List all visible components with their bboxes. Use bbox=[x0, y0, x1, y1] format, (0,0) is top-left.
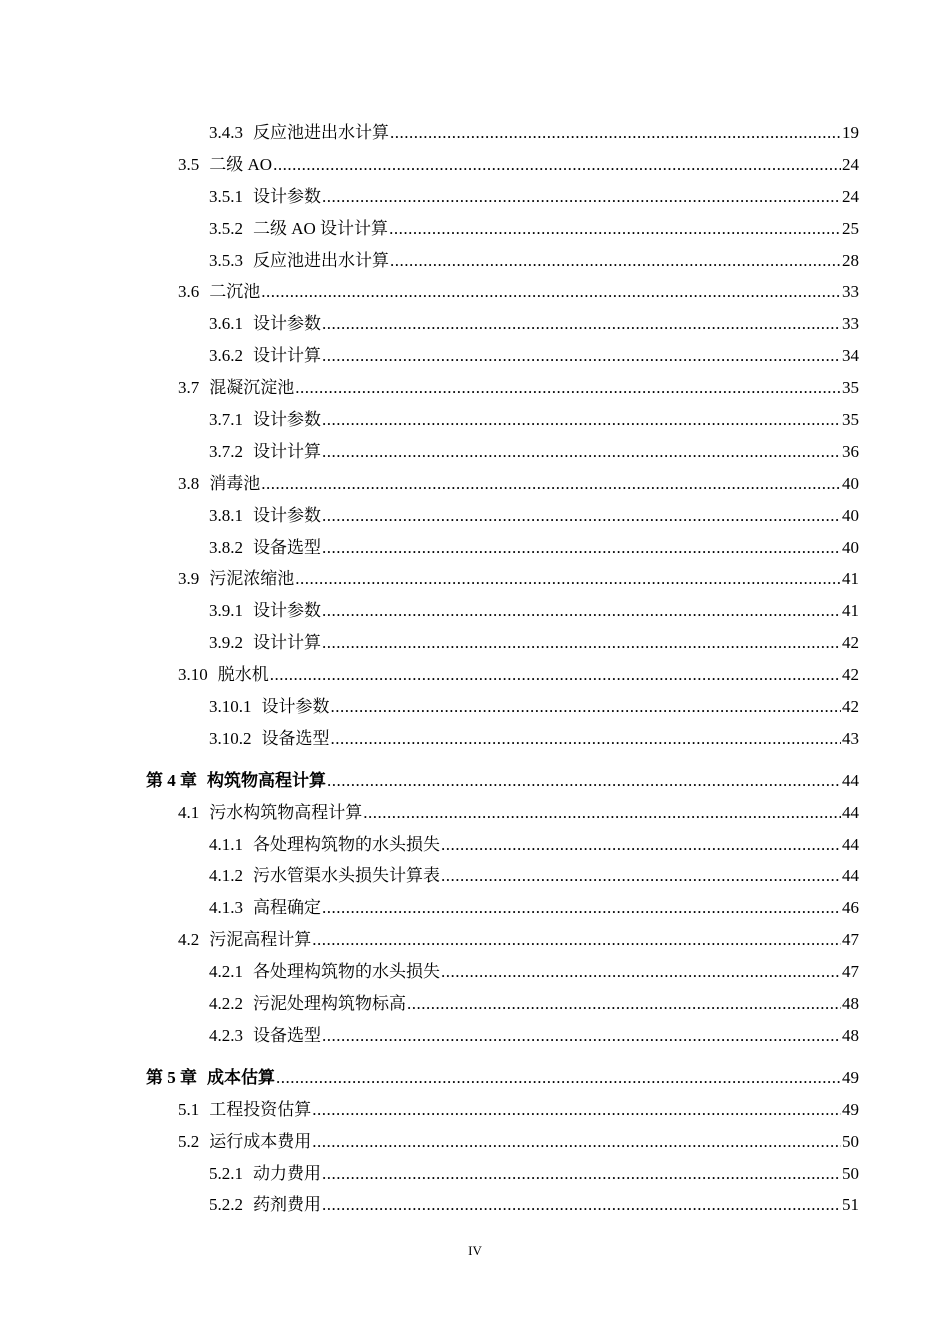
toc-entry-page: 35 bbox=[842, 378, 859, 398]
toc-entry-title: 脱水机 bbox=[217, 665, 269, 685]
toc-entry-page: 28 bbox=[842, 250, 859, 270]
toc-entry-number: 3.6.1 bbox=[209, 314, 243, 334]
toc-dot-leader bbox=[322, 1189, 841, 1221]
toc-entry[interactable] bbox=[0, 372, 950, 404]
toc-entry-title: 设计参数 bbox=[253, 186, 321, 206]
toc-entry[interactable] bbox=[0, 500, 950, 532]
toc-dot-leader bbox=[331, 723, 842, 755]
toc-dot-leader bbox=[312, 1094, 841, 1126]
toc-dot-leader bbox=[322, 404, 841, 436]
toc-entry-number: 3.10.1 bbox=[209, 697, 252, 717]
toc-dot-leader bbox=[322, 500, 841, 532]
toc-entry-number: 4.2 bbox=[178, 930, 200, 950]
toc-entry[interactable] bbox=[0, 924, 950, 956]
toc-entry-page: 50 bbox=[842, 1131, 859, 1151]
toc-entry-number: 3.10.2 bbox=[209, 728, 252, 748]
table-of-contents bbox=[0, 117, 950, 1221]
toc-entry[interactable] bbox=[0, 563, 950, 595]
toc-entry-page: 42 bbox=[842, 633, 859, 653]
toc-dot-leader bbox=[322, 1158, 841, 1190]
toc-entry-title: 污泥处理构筑物标高 bbox=[253, 994, 406, 1014]
toc-dot-leader bbox=[322, 1020, 841, 1052]
toc-entry[interactable] bbox=[0, 340, 950, 372]
toc-entry[interactable] bbox=[0, 117, 950, 149]
toc-entry-title: 动力费用 bbox=[253, 1163, 321, 1183]
toc-entry-number: 4.1.1 bbox=[209, 834, 243, 854]
toc-entry-page: 36 bbox=[842, 441, 859, 461]
toc-entry-page: 44 bbox=[842, 834, 859, 854]
toc-entry[interactable] bbox=[0, 213, 950, 245]
toc-entry-number: 3.5.3 bbox=[209, 250, 243, 270]
toc-entry-number: 3.7 bbox=[178, 378, 200, 398]
toc-entry-page: 24 bbox=[842, 186, 859, 206]
toc-dot-leader bbox=[441, 956, 841, 988]
toc-entry-number: 3.10 bbox=[178, 665, 208, 685]
toc-dot-leader bbox=[322, 340, 841, 372]
toc-entry-title: 各处理构筑物的水头损失 bbox=[253, 962, 440, 982]
toc-dot-leader bbox=[390, 245, 841, 277]
toc-dot-leader bbox=[276, 1062, 841, 1094]
toc-entry-title: 药剂费用 bbox=[253, 1195, 321, 1215]
toc-entry[interactable] bbox=[0, 276, 950, 308]
toc-entry-title: 污泥高程计算 bbox=[209, 930, 312, 950]
page-number-footer: IV bbox=[468, 1243, 482, 1258]
toc-dot-leader bbox=[327, 765, 841, 797]
toc-entry[interactable] bbox=[0, 181, 950, 213]
toc-entry-title: 设计计算 bbox=[253, 346, 321, 366]
toc-entry-page: 40 bbox=[842, 537, 859, 557]
toc-entry-title: 工程投资估算 bbox=[209, 1099, 312, 1119]
toc-dot-leader bbox=[273, 149, 841, 181]
toc-entry-page: 34 bbox=[842, 346, 859, 366]
toc-entry-page: 40 bbox=[842, 473, 859, 493]
toc-entry[interactable] bbox=[0, 829, 950, 861]
toc-entry-page: 49 bbox=[842, 1067, 859, 1087]
toc-dot-leader bbox=[331, 691, 842, 723]
toc-entry-page: 47 bbox=[842, 930, 859, 950]
toc-entry[interactable] bbox=[0, 691, 950, 723]
toc-entry-number: 5.2 bbox=[178, 1131, 200, 1151]
toc-dot-leader bbox=[322, 181, 841, 213]
toc-entry-page: 44 bbox=[842, 866, 859, 886]
toc-entry-number: 3.8 bbox=[178, 473, 200, 493]
toc-entry-number: 3.8.1 bbox=[209, 505, 243, 525]
toc-entry-title: 污水构筑物高程计算 bbox=[209, 802, 363, 822]
toc-entry-page: 24 bbox=[842, 154, 859, 174]
toc-dot-leader bbox=[312, 1126, 841, 1158]
toc-entry-title: 构筑物高程计算 bbox=[207, 770, 326, 790]
toc-entry-title: 设计计算 bbox=[253, 441, 321, 461]
toc-entry-title: 设备选型 bbox=[253, 537, 321, 557]
toc-dot-leader bbox=[322, 627, 841, 659]
toc-entry[interactable] bbox=[0, 988, 950, 1020]
toc-dot-leader bbox=[390, 117, 841, 149]
toc-chapter-entry[interactable] bbox=[0, 765, 950, 797]
toc-entry-title: 混凝沉淀池 bbox=[209, 378, 295, 398]
toc-entry-number: 3.9 bbox=[178, 569, 200, 589]
toc-dot-leader bbox=[441, 860, 841, 892]
toc-entry-number: 4.1.2 bbox=[209, 866, 243, 886]
toc-entry-title: 设计参数 bbox=[253, 505, 321, 525]
toc-entry[interactable] bbox=[0, 532, 950, 564]
toc-entry-number: 5.2.2 bbox=[209, 1195, 243, 1215]
toc-entry-title: 设计参数 bbox=[253, 314, 321, 334]
toc-entry-title: 各处理构筑物的水头损失 bbox=[253, 834, 440, 854]
toc-entry-page: 49 bbox=[842, 1099, 859, 1119]
toc-entry-number: 第 5 章 bbox=[146, 1067, 197, 1087]
toc-entry-page: 48 bbox=[842, 1025, 859, 1045]
toc-entry-title: 反应池进出水计算 bbox=[253, 250, 389, 270]
toc-dot-leader bbox=[295, 563, 841, 595]
toc-entry[interactable] bbox=[0, 892, 950, 924]
toc-entry[interactable] bbox=[0, 860, 950, 892]
toc-entry-number: 4.2.2 bbox=[209, 994, 243, 1014]
toc-entry-number: 3.7.2 bbox=[209, 441, 243, 461]
toc-dot-leader bbox=[363, 797, 841, 829]
toc-entry-page: 44 bbox=[842, 770, 859, 790]
toc-dot-leader bbox=[270, 659, 841, 691]
toc-entry[interactable] bbox=[0, 1158, 950, 1190]
toc-entry-page: 33 bbox=[842, 314, 859, 334]
toc-entry-number: 3.7.1 bbox=[209, 410, 243, 430]
toc-entry-page: 42 bbox=[842, 665, 859, 685]
toc-entry-page: 47 bbox=[842, 962, 859, 982]
toc-entry-title: 污泥浓缩池 bbox=[209, 569, 295, 589]
toc-entry[interactable] bbox=[0, 436, 950, 468]
toc-dot-leader bbox=[322, 308, 841, 340]
toc-entry-number: 4.2.3 bbox=[209, 1025, 243, 1045]
toc-entry-title: 消毒池 bbox=[209, 473, 261, 493]
toc-entry-page: 48 bbox=[842, 994, 859, 1014]
toc-entry-number: 3.8.2 bbox=[209, 537, 243, 557]
toc-entry[interactable] bbox=[0, 1094, 950, 1126]
toc-entry[interactable] bbox=[0, 659, 950, 691]
toc-entry[interactable] bbox=[0, 245, 950, 277]
toc-entry-title: 污水管渠水头损失计算表 bbox=[253, 866, 440, 886]
toc-entry-page: 25 bbox=[842, 218, 859, 238]
toc-entry-number: 4.1 bbox=[178, 802, 200, 822]
toc-entry[interactable] bbox=[0, 468, 950, 500]
toc-entry[interactable] bbox=[0, 797, 950, 829]
toc-dot-leader bbox=[295, 372, 841, 404]
toc-entry-number: 5.1 bbox=[178, 1099, 200, 1119]
toc-entry[interactable] bbox=[0, 404, 950, 436]
toc-entry-title: 设计计算 bbox=[253, 633, 321, 653]
toc-entry-page: 51 bbox=[842, 1195, 859, 1215]
toc-entry[interactable] bbox=[0, 956, 950, 988]
toc-entry-number: 4.1.3 bbox=[209, 898, 243, 918]
toc-entry[interactable] bbox=[0, 595, 950, 627]
toc-entry[interactable] bbox=[0, 1020, 950, 1052]
toc-entry-title: 二沉池 bbox=[209, 282, 261, 302]
toc-entry-title: 成本估算 bbox=[207, 1067, 275, 1087]
toc-entry[interactable] bbox=[0, 627, 950, 659]
toc-entry-title: 设计参数 bbox=[253, 601, 321, 621]
toc-chapter-entry[interactable] bbox=[0, 1062, 950, 1094]
toc-entry-page: 44 bbox=[842, 802, 859, 822]
toc-entry-title: 二级 AO bbox=[209, 154, 273, 174]
toc-entry-number: 3.6.2 bbox=[209, 346, 243, 366]
toc-dot-leader bbox=[407, 988, 841, 1020]
toc-dot-leader bbox=[322, 892, 841, 924]
toc-dot-leader bbox=[322, 532, 841, 564]
toc-dot-leader bbox=[261, 468, 841, 500]
toc-entry-number: 3.5.2 bbox=[209, 218, 243, 238]
toc-entry-number: 5.2.1 bbox=[209, 1163, 243, 1183]
toc-entry-page: 42 bbox=[842, 697, 859, 717]
toc-dot-leader bbox=[389, 213, 841, 245]
toc-entry-number: 4.2.1 bbox=[209, 962, 243, 982]
toc-entry-page: 46 bbox=[842, 898, 859, 918]
toc-entry-title: 二级 AO 设计计算 bbox=[253, 218, 389, 238]
toc-entry-page: 41 bbox=[842, 601, 859, 621]
toc-entry-number: 3.9.2 bbox=[209, 633, 243, 653]
toc-dot-leader bbox=[441, 829, 841, 861]
toc-entry-number: 第 4 章 bbox=[146, 770, 197, 790]
toc-entry-page: 43 bbox=[842, 728, 859, 748]
toc-entry-page: 40 bbox=[842, 505, 859, 525]
toc-entry[interactable] bbox=[0, 308, 950, 340]
toc-entry-number: 3.4.3 bbox=[209, 123, 243, 142]
toc-entry-number: 3.6 bbox=[178, 282, 200, 302]
toc-entry[interactable] bbox=[0, 1126, 950, 1158]
toc-dot-leader bbox=[322, 595, 841, 627]
toc-entry-number: 3.5 bbox=[178, 154, 200, 174]
toc-entry-page: 41 bbox=[842, 569, 859, 589]
toc-dot-leader bbox=[322, 436, 841, 468]
toc-dot-leader bbox=[312, 924, 841, 956]
toc-entry-page: 19 bbox=[842, 123, 859, 142]
toc-entry-page: 50 bbox=[842, 1163, 859, 1183]
toc-entry-title: 设计参数 bbox=[253, 410, 321, 430]
toc-entry[interactable] bbox=[0, 1189, 950, 1221]
toc-entry-page: 35 bbox=[842, 410, 859, 430]
toc-dot-leader bbox=[261, 276, 841, 308]
toc-entry-number: 3.5.1 bbox=[209, 186, 243, 206]
toc-entry[interactable] bbox=[0, 723, 950, 755]
toc-entry-title: 运行成本费用 bbox=[209, 1131, 312, 1151]
toc-entry-title: 设备选型 bbox=[253, 1025, 321, 1045]
toc-entry-title: 高程确定 bbox=[253, 898, 321, 918]
toc-entry-title: 设备选型 bbox=[261, 728, 330, 748]
toc-entry-page: 33 bbox=[842, 282, 859, 302]
toc-entry-title: 设计参数 bbox=[261, 697, 330, 717]
toc-entry-number: 3.9.1 bbox=[209, 601, 243, 621]
toc-entry[interactable] bbox=[0, 149, 950, 181]
toc-entry-title: 反应池进出水计算 bbox=[253, 123, 389, 142]
